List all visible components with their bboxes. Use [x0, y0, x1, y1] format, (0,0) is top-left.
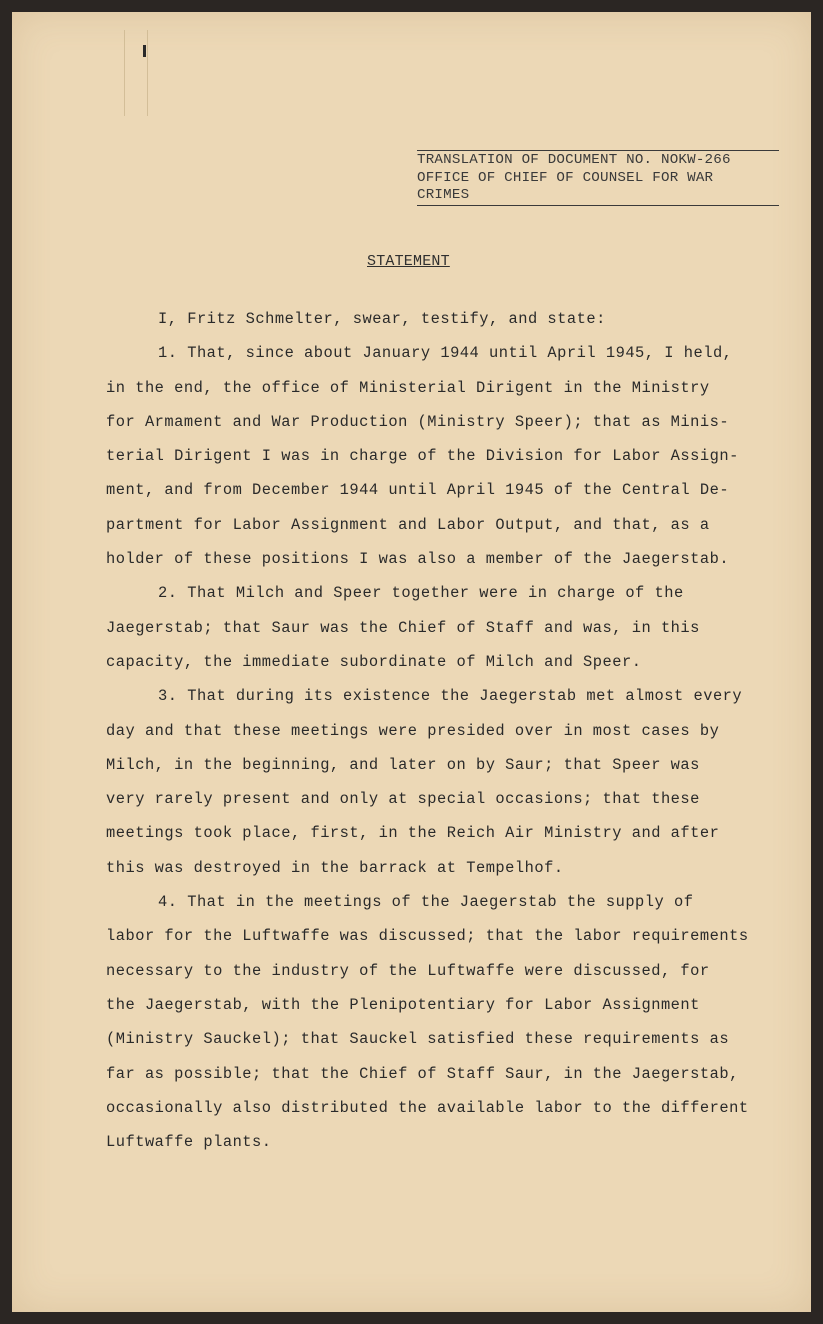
body-line: Jaegerstab; that Saur was the Chief of Staff and was, in this — [106, 618, 700, 637]
body-line: day and that these meetings were presided over in most cases by — [106, 721, 720, 740]
body-line: 1. That, since about January 1944 until April 1945, I held, — [158, 344, 733, 363]
body-line: in the end, the office of Ministerial Dirigent in the Ministry — [106, 378, 710, 397]
body-line: the Jaegerstab, with the Plenipotentiary for Labor Assignment — [106, 995, 700, 1014]
body-line: I, Fritz Schmelter, swear, testify, and state: — [158, 310, 606, 328]
body-line: meetings took place, first, in the Reich Air Ministry and after — [106, 824, 720, 843]
body-line: Milch, in the beginning, and later on by Saur; that Speer was — [106, 755, 700, 774]
body-line: 3. That during its existence the Jaegerstab met almost every — [158, 687, 743, 706]
body-line: holder of these positions I was also a member of the Jaegerstab. — [106, 550, 730, 569]
body-line: occasionally also distributed the available labor to the different — [106, 1098, 749, 1117]
body-line: partment for Labor Assignment and Labor Output, and that, as a — [106, 515, 710, 534]
body-line: necessary to the industry of the Luftwaffe were discussed, for — [106, 961, 710, 980]
document-title: STATEMENT — [367, 253, 450, 270]
body-line: far as possible; that the Chief of Staff Saur, in the Jaegerstab, — [106, 1064, 739, 1083]
header-line-2: OFFICE OF CHIEF OF COUNSEL FOR WAR — [417, 169, 714, 186]
body-line: ment, and from December 1944 until April 1945 of the Central De- — [106, 481, 730, 500]
statement-body — [106, 302, 786, 1159]
body-line: very rarely present and only at special occasions; that these — [106, 790, 700, 809]
body-line: labor for the Luftwaffe was discussed; that the labor requirements — [106, 927, 749, 946]
body-line: 2. That Milch and Speer together were in charge of the — [158, 584, 684, 603]
ink-mark — [143, 45, 146, 57]
body-line: 4. That in the meetings of the Jaegerstab the supply of — [158, 893, 694, 912]
body-line: Luftwaffe plants. — [106, 1133, 272, 1152]
body-line: terial Dirigent I was in charge of the Division for Labor Assign- — [106, 447, 739, 466]
header-line-3: CRIMES — [417, 187, 470, 203]
body-line: this was destroyed in the barrack at Tempelhof. — [106, 858, 564, 877]
body-line: for Armament and War Production (Ministry Speer); that as Minis- — [106, 412, 730, 431]
translation-header — [417, 150, 779, 206]
body-line: capacity, the immediate subordinate of Milch and Speer. — [106, 652, 642, 671]
body-line: (Ministry Sauckel); that Sauckel satisfied these requirements as — [106, 1030, 730, 1049]
header-line-1: TRANSLATION OF DOCUMENT NO. NOKW-266 — [417, 152, 731, 168]
fold-mark — [124, 30, 148, 116]
